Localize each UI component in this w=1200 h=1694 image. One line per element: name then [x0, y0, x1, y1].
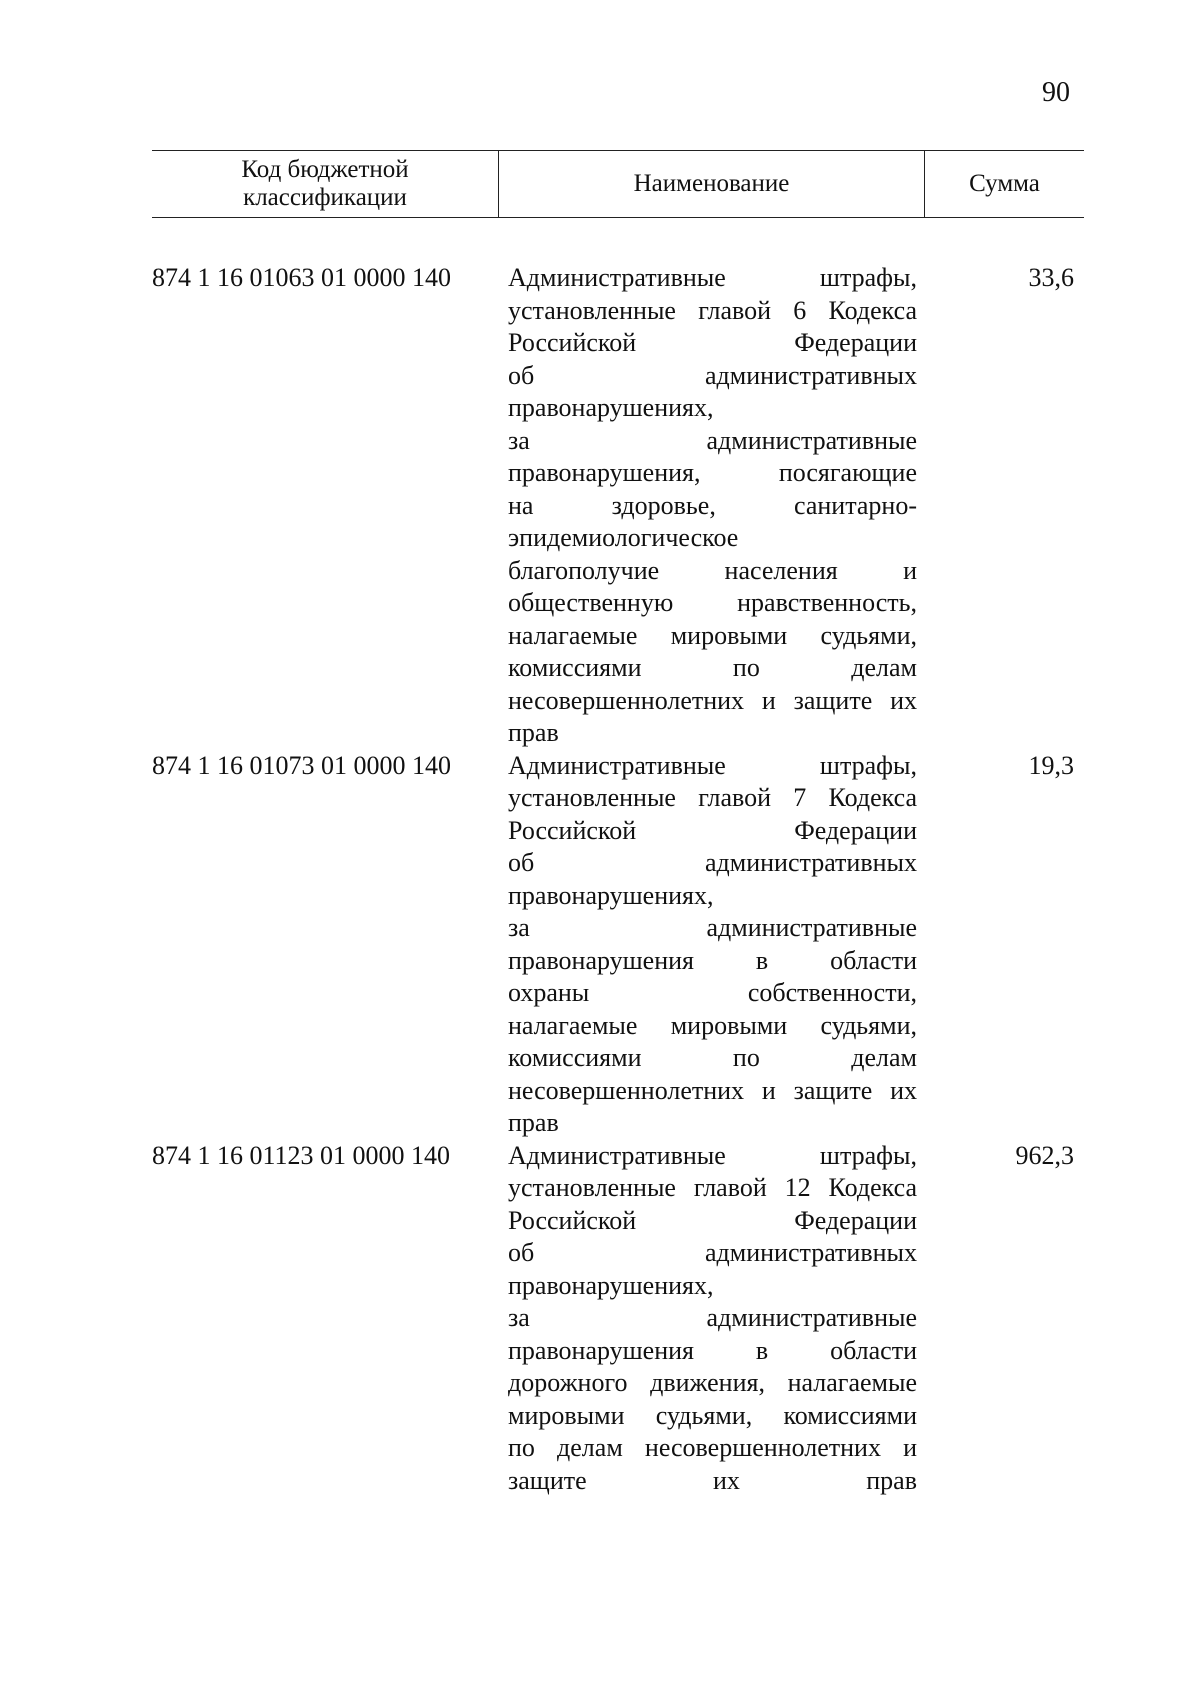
- name-cell: [508, 750, 917, 1140]
- sum-cell: 962,3: [1015, 1140, 1074, 1170]
- budget-code-cell: 874 1 16 01073 01 0000 140: [152, 750, 451, 780]
- header-code-line-1: Код бюджетной: [241, 156, 409, 183]
- header-sum-column: Сумма: [924, 151, 1084, 217]
- name-line: охраны собственности,: [508, 978, 917, 1007]
- name-line: налагаемые мировыми судьями,: [508, 620, 917, 650]
- name-line: правонарушения в области: [508, 945, 917, 975]
- name-line: эпидемиологическое: [508, 523, 739, 552]
- name-line: правонарушения в области: [508, 1335, 917, 1365]
- name-line: комиссиями по делам: [508, 1043, 917, 1072]
- name-line: Административные штрафы,: [508, 263, 917, 292]
- name-cell: [508, 262, 917, 750]
- name-line: правонарушениях,: [508, 393, 714, 422]
- name-line: установленные главой 7 Кодекса: [508, 783, 917, 812]
- name-line: прав: [508, 1108, 559, 1137]
- name-line: Административные штрафы,: [508, 1140, 917, 1170]
- name-line: налагаемые мировыми судьями,: [508, 1010, 917, 1040]
- name-line: прав: [508, 718, 559, 747]
- table-row: [152, 750, 1084, 1140]
- name-line: по делам несовершеннолетних и: [508, 1433, 917, 1462]
- name-line: установленные главой 6 Кодекса: [508, 295, 917, 325]
- name-line: за административные: [508, 913, 917, 942]
- header-code-line-2: классификации: [243, 184, 407, 211]
- sum-cell: 19,3: [1028, 750, 1074, 780]
- name-line: комиссиями по делам: [508, 653, 917, 682]
- name-line: благополучие населения и: [508, 555, 917, 585]
- name-line: за административные: [508, 425, 917, 455]
- header-name-column: Наименование: [498, 151, 924, 217]
- name-cell: [508, 1140, 917, 1498]
- name-line: об административных: [508, 1238, 917, 1267]
- name-line: правонарушениях,: [508, 1270, 714, 1300]
- sum-cell: 33,6: [1028, 263, 1074, 292]
- name-line: дорожного движения, налагаемые: [508, 1368, 917, 1397]
- name-line: правонарушения, посягающие: [508, 458, 917, 487]
- table-header: [152, 150, 1084, 218]
- name-line: защите их прав: [508, 1465, 917, 1495]
- name-line: об административных: [508, 360, 917, 390]
- page-number: 90: [1042, 77, 1070, 108]
- name-line: несовершеннолетних и защите их: [508, 685, 917, 715]
- name-line: Российской Федерации: [508, 1205, 917, 1235]
- table-body: [152, 262, 1084, 1497]
- name-line: мировыми судьями, комиссиями: [508, 1400, 917, 1430]
- table-row: [152, 1140, 1084, 1498]
- name-line: Административные штрафы,: [508, 750, 917, 780]
- name-line: за административные: [508, 1303, 917, 1332]
- budget-code-cell: 874 1 16 01063 01 0000 140: [152, 263, 451, 292]
- name-line: установленные главой 12 Кодекса: [508, 1173, 917, 1202]
- name-line: об административных: [508, 848, 917, 877]
- name-line: несовершеннолетних и защите их: [508, 1075, 917, 1105]
- name-line: правонарушениях,: [508, 880, 714, 910]
- budget-code-cell: 874 1 16 01123 01 0000 140: [152, 1140, 451, 1170]
- name-line: на здоровье, санитарно-: [508, 490, 917, 520]
- header-code-column: [152, 151, 498, 217]
- name-line: общественную нравственность,: [508, 588, 917, 617]
- table-row: [152, 262, 1084, 750]
- name-line: Российской Федерации: [508, 815, 917, 845]
- name-line: Российской Федерации: [508, 328, 917, 357]
